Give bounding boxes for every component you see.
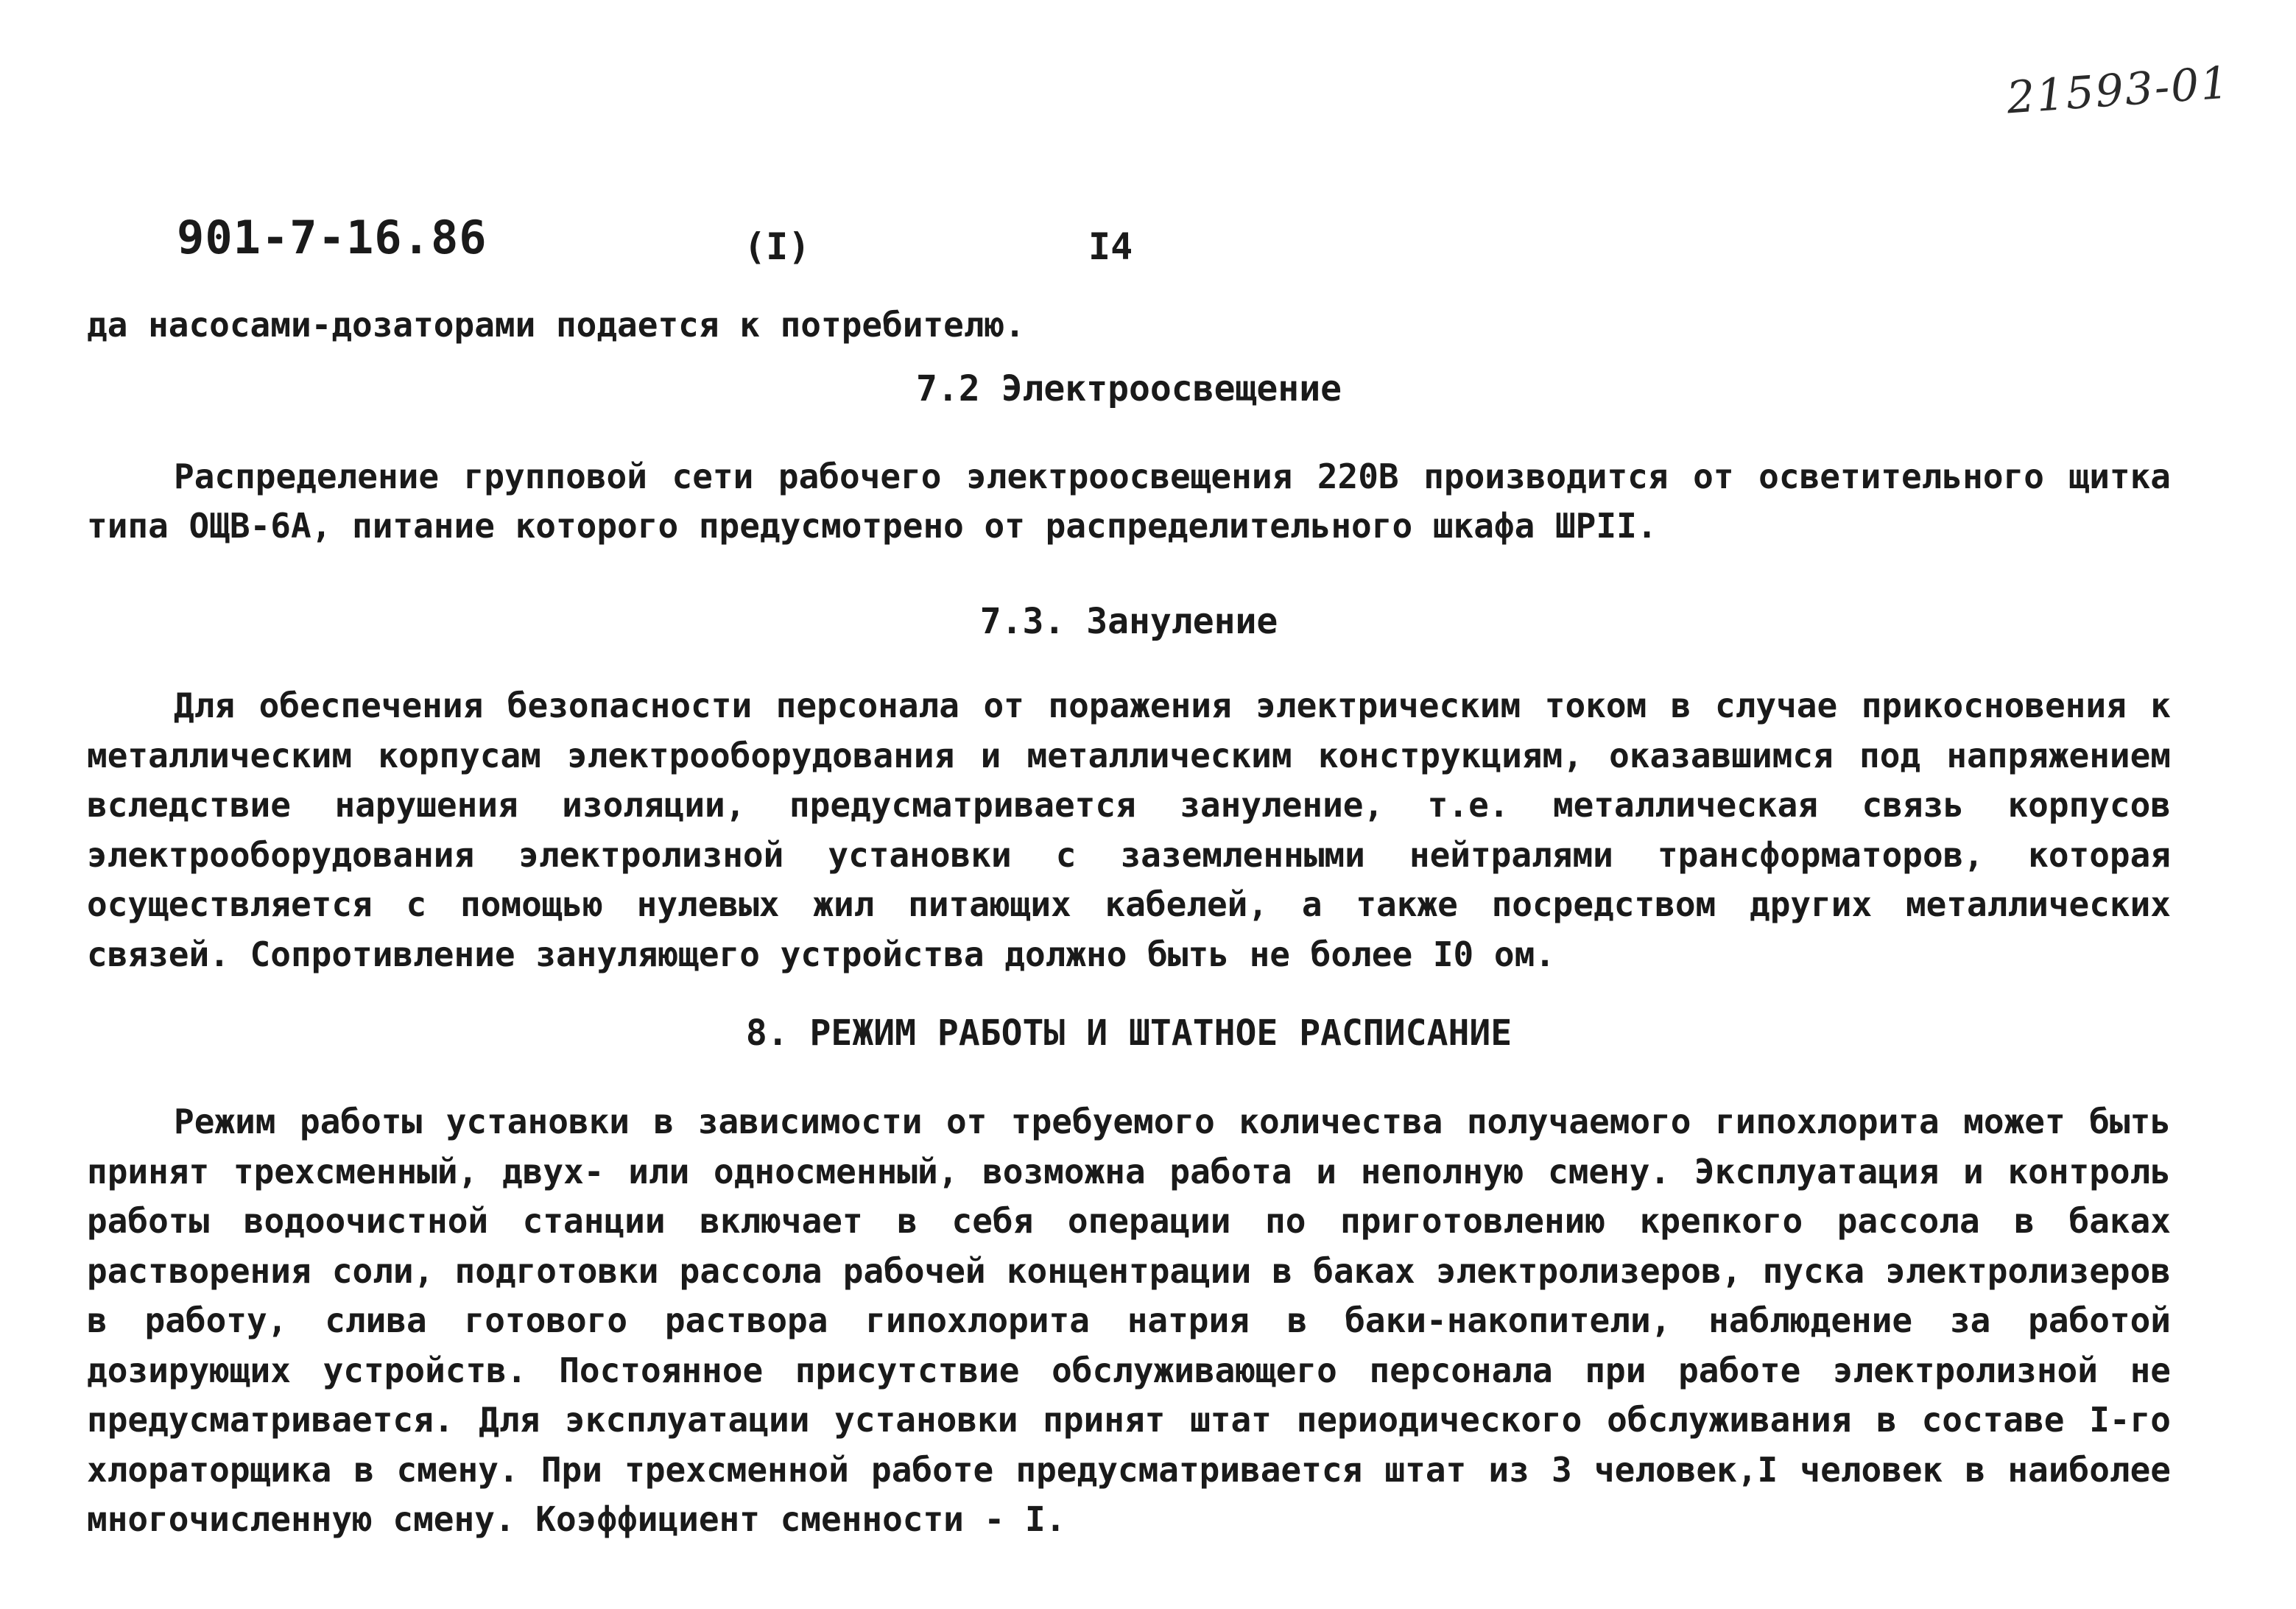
carryover-line: да насосами-дозаторами подается к потребителю. [87,305,1025,345]
inventory-number: 21593-01 [2004,57,2232,124]
page-number: I4 [1088,225,1133,268]
document-part: (I) [744,225,811,268]
section-heading-8: 8. РЕЖИМ РАБОТЫ И ШТАТНОЕ РАСПИСАНИЕ [745,1013,1513,1054]
section-heading-7-3: 7.3. Зануление [979,601,1278,642]
document-code: 901-7-16.86 [177,211,487,264]
section-body-7-2: Распределение групповой сети рабочего электроосвещения 220В производится от осветительного щитка типа ОЩВ-6А, питание которого предусмотрено от распределительного шкафа ШРII. [87,457,2171,546]
section-body-8: Режим работы установки в зависимости от требуемого количества получаемого гипохлорита может быть принят трехсменный, двух- или односменный, возможна работа и неполную смену. Эксплуатация и контроль работы водоочистной станции включает в себя операции по приготовлению крепкого рассола в баках растворения соли, подготовки рассола рабочей концентрации в баках электролизеров, пуска электролизеров в работу, слива готового раствора гипохлорита натрия в баки-накопители, наблюдение за работой дозирующих устройств. Постоянное присутствие обслуживающего персонала при работе электролизной не предусматривается. Для эксплуатации установки принят штат периодического обслуживания в составе I-го хлораторщика в смену. При трехсменной работе предусматривается штат из 3 человек,I человек в наиболее многочисленную смену. Коэффициент сменности - I. [87,1102,2171,1539]
section-heading-7-2: 7.2 Электроосвещение [916,368,1342,409]
section-body-7-3: Для обеспечения безопасности персонала от поражения электрическим током в случае прикосновения к металлическим корпусам электрооборудования и металлическим конструкциям, оказавшимся под напряжением вследствие нарушения изоляции, предусматривается зануление, т.е. металлическая связь корпусов электрооборудования электролизной установки с заземленными нейтралями трансформаторов, которая осуществляется с помощью нулевых жил питающих кабелей, а также посредством других металлических связей. Сопротивление зануляющего устройства должно быть не более I0 ом. [87,686,2171,974]
